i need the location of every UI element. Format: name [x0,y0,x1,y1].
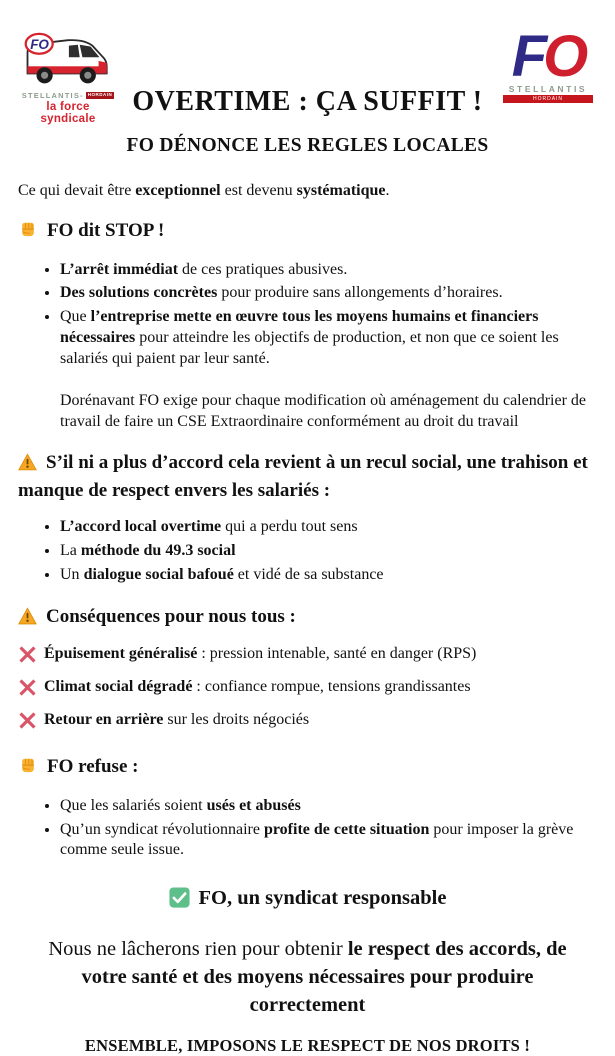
intro-text: Ce qui devait être [18,182,136,199]
fo-wordmark-f: F [511,24,544,89]
list-item: • Des solutions concrètes pour produire sans allongements d’horaires. [60,283,601,304]
warning-icon [18,607,37,633]
accord-bullet-list [0,517,601,585]
van-logo-stellantis-line [22,91,114,100]
van-logo-stellantis-text: STELLANTIS- [21,91,84,100]
van-logo-site-badge: HORDAIN [87,92,113,98]
fist-icon [18,219,38,247]
section-heading-stop [18,218,601,247]
list-item: • Que l’entreprise mette en œuvre tous les moyens humains et financiers nécessaires pour atteindre les objectifs de production, et non que ce soient les salariés qui paient par leur santé. [60,307,601,369]
intro-paragraph [18,182,597,200]
responsible-heading-label: FO, un syndicat responsable [198,887,447,910]
van-logo-tagline: la force syndicale [40,101,96,125]
intro-text: . [385,182,390,199]
fo-van-logo [22,32,114,125]
list-item: • L’accord local overtime qui a perdu tout sens [60,517,601,538]
responsible-heading [0,887,615,914]
cse-paragraph: Dorénavant FO exige pour chaque modification où aménagement du calendrier de travail de faire un CSE Extraordinaire conformément au droit du travail [60,391,587,430]
list-item: • Qu’un syndicat révolutionnaire profite de cette situation pour imposer la grève comme seule issue. [60,820,601,862]
footer-slogan: ENSEMBLE, IMPOSONS LE RESPECT DE NOS DROITS ! [84,1035,531,1055]
cross-icon [18,645,37,670]
warning-icon [18,453,37,479]
list-item: • Que les salariés soient usés et abusés [60,796,601,817]
cross-icon [18,711,37,736]
section-heading-refuse-label: FO refuse : [47,756,139,778]
intro-text: est devenu [220,182,297,199]
section-heading-consequences-label: Conséquences pour nous tous : [46,605,296,627]
svg-text:FO: FO [30,37,49,53]
fo-logo-site-banner: HORDAIN [503,95,593,103]
intro-bold-exceptionnel: exceptionnel [135,182,221,199]
list-item: Épuisement généralisé : pression intenable, santé en danger (RPS) [18,644,597,670]
page-title: OVERTIME : ÇA SUFFIT ! [132,86,483,117]
section-heading-accord [18,450,601,504]
fo-stellantis-logo [503,24,593,103]
list-item: • L’arrêt immédiat de ces pratiques abusives. [60,260,601,281]
fist-icon [18,755,38,783]
fo-wordmark-o: O [543,24,585,89]
cross-icon [18,678,37,703]
fo-logo-stellantis-text: STELLANTIS [508,84,588,95]
list-item: Climat social dégradé : confiance rompue, tensions grandissantes [18,677,597,703]
check-icon [169,887,190,914]
intro-bold-systematique: systématique [296,182,386,199]
section-heading-refuse [18,754,601,783]
van-illustration-icon [23,32,113,88]
consequences-list [18,644,597,736]
section-heading-accord-label: S’il ni a plus d’accord cela revient à un recul social, une trahison et manque de respect envers les salariés : [18,451,588,502]
list-item: • La méthode du 49.3 social [60,541,601,562]
refuse-bullet-list [0,796,601,861]
list-item: Retour en arrière sur les droits négociés [18,710,597,736]
list-item: • Un dialogue social bafoué et vidé de sa substance [60,565,601,586]
stop-bullet-list [0,260,601,370]
page-subtitle: FO DÉNONCE LES REGLES LOCALES [126,135,489,156]
section-heading-stop-label: FO dit STOP ! [47,220,165,241]
fo-wordmark [503,24,593,89]
closing-paragraph: Nous ne lâcherons rien pour obtenir le respect des accords, de votre santé et des moyens nécessaires pour produire correctement [48,937,567,1017]
section-heading-consequences [18,604,601,633]
